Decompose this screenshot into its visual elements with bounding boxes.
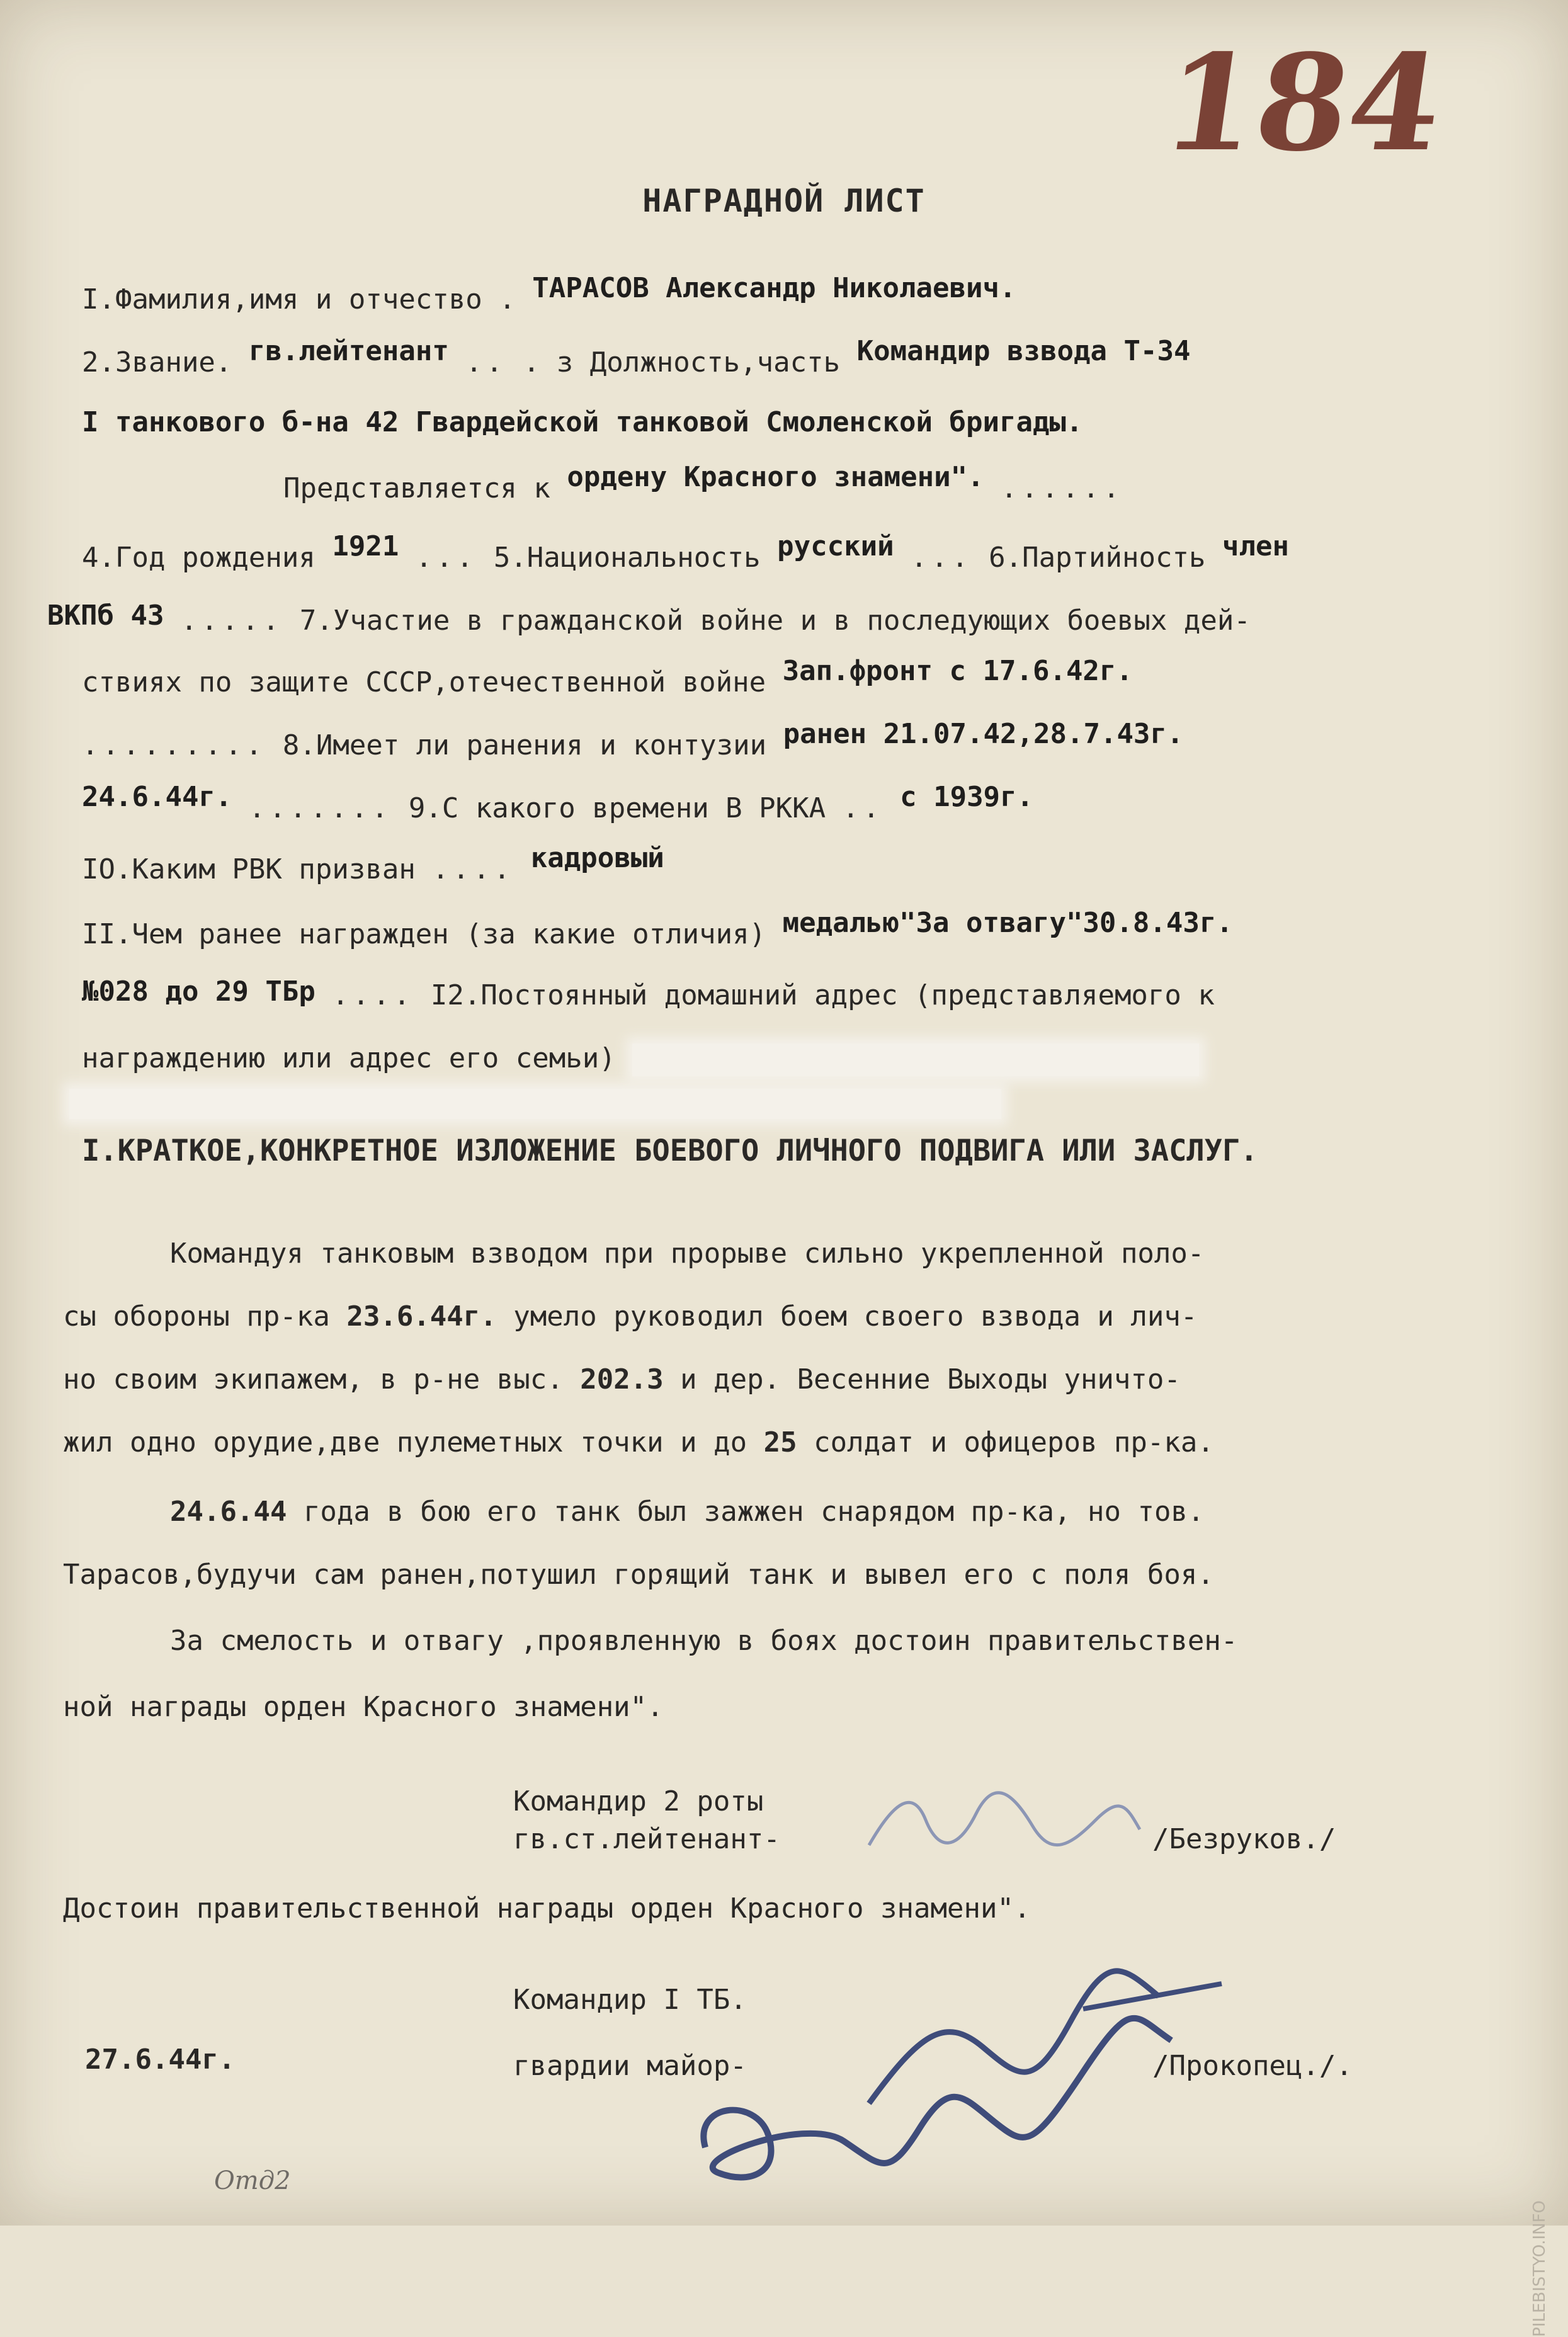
field-wounds-row: ......... 8.Имеет ли ранения и контузии ранен 21.07.42,28.7.43г. [82, 718, 1184, 761]
section-title: I.КРАТКОЕ,КОНКРЕТНОЕ ИЗЛОЖЕНИЕ БОЕВОГО ЛИЧНОГО ПОДВИГА ИЛИ ЗАСЛУГ. [82, 1134, 1258, 1168]
recommendation-line: Достоин правительственной награды орден Красного знамени". [63, 1892, 1031, 1925]
field-address-row-2 [82, 1042, 1530, 1076]
body-line-5: 24.6.44 года в бою его танк был зажжен снарядом пр-ка, но тов. [170, 1496, 1205, 1528]
field-position-value: Командир взвода Т-34 [856, 335, 1191, 367]
signer-2-rank: гвардии майор- [513, 2050, 747, 2082]
field-name-label: I.Фамилия,имя и отчество . [82, 283, 516, 316]
field-awards-value: медалью"За отвагу"30.8.43г. [782, 907, 1233, 939]
field-presented-label: Представляется к [283, 472, 550, 504]
signer-2-date: 27.6.44г. [85, 2044, 236, 2076]
field-birth-row: 4.Год рождения 1921 ... 5.Национальность русский ... 6.Партийность член [82, 530, 1289, 574]
field-party-label: 6.Партийность [989, 542, 1206, 574]
field-participation-value: Зап.фронт с 17.6.42г. [782, 655, 1133, 687]
field-presented-row: Представляется к ордену Красного знамени". ...... [283, 461, 1124, 504]
field-birth-value: 1921 [332, 530, 399, 562]
field-rvk-value: кадровый [530, 842, 664, 874]
field-service-row: 24.6.44г. ....... 9.С какого времени В РККА .. с 1939г. [82, 781, 1034, 824]
field-nationality-label: 5.Национальность [493, 542, 761, 574]
page-title: НАГРАДНОЙ ЛИСТ [642, 183, 926, 219]
field-wounds-cont: 24.6.44г. [82, 781, 232, 813]
signer-1-rank: гв.ст.лейтенант- [513, 1823, 780, 1855]
field-participation-label: 7.Участие в гражданской войне и в последующих боевых дей- [299, 605, 1251, 637]
field-party-value: член [1222, 530, 1289, 562]
signer-2-name: /Прокопец./. [1152, 2050, 1353, 2082]
field-name-value: ТАРАСОВ Александр Николаевич. [532, 272, 1016, 304]
body-line-1: Командуя танковым взводом при прорыве сильно укрепленной поло- [170, 1237, 1205, 1270]
field-wounds-value: ранен 21.07.42,28.7.43г. [783, 718, 1184, 750]
field-position-label: . з Должность,часть [523, 346, 841, 378]
field-awards-row [82, 907, 1530, 950]
field-presented-value: ордену Красного знамени". [567, 461, 984, 493]
field-awards-cont: №028 до 29 ТБр [82, 975, 315, 1008]
field-name-row [82, 272, 1530, 316]
signer-2-title: Командир I ТБ. [513, 1984, 747, 2016]
field-birth-label: 4.Год рождения [82, 542, 315, 574]
field-participation-label-2: ствиях по защите СССР,отечественной войне [82, 666, 766, 698]
field-party-cont: ВКПб 43 [47, 600, 164, 632]
field-awards-label: II.Чем ранее награжден (за какие отличия) [82, 918, 766, 950]
field-service-value: с 1939г. [900, 781, 1034, 813]
body-line-7: За смелость и отвагу ,проявленную в боях достоин правительствен- [170, 1625, 1238, 1657]
body-line-8: ной награды орден Красного знамени". [63, 1691, 664, 1723]
field-address-label-2: награждению или адрес его семьи) [82, 1042, 616, 1074]
field-address-row: №028 до 29 ТБр .... I2.Постоянный домашний адрес (представляемого к [82, 975, 1215, 1011]
field-service-label: 9.С какого времени В РККА [408, 792, 826, 824]
signer-1-title: Командир 2 роты [513, 1785, 764, 1817]
signer-1-name: /Безруков./ [1152, 1823, 1336, 1855]
field-rank-row: 2.Звание. гв.лейтенант .. . з Должность,часть Командир взвода Т-34 [82, 335, 1191, 378]
watermark: PILEBISTYO.INFO [1530, 2200, 1549, 2337]
handwritten-number: 184 [1154, 25, 1452, 181]
field-nationality-value: русский [777, 530, 894, 562]
body-line-2: сы обороны пр-ка 23.6.44г. умело руководил боем своего взвода и лич- [63, 1300, 1198, 1333]
field-participation-row: ВКПб 43 ..... 7.Участие в гражданской войне и в последующих боевых дей- [47, 600, 1251, 637]
field-address-label: I2.Постоянный домашний адрес (представляемого к [430, 979, 1215, 1011]
redacted-area-2 [69, 1089, 1001, 1119]
field-participation-row-2 [82, 655, 1530, 698]
body-line-6: Тарасов,будучи сам ранен,потушил горящий танк и вывел его с поля боя. [63, 1559, 1214, 1591]
body-line-4: жил одно орудие,две пулеметных точки и до 25 солдат и офицеров пр-ка. [63, 1426, 1214, 1458]
field-rank-value: гв.лейтенант [248, 335, 449, 367]
signature-1 [856, 1776, 1146, 1864]
corner-mark: Отд2 [214, 2166, 291, 2195]
redacted-area [632, 1043, 1199, 1076]
field-wounds-label: 8.Имеет ли ранения и контузии [282, 729, 767, 761]
field-rvk-row: IO.Каким РВК призван .... кадровый [82, 842, 664, 885]
field-position-cont-row [82, 406, 1530, 438]
field-rvk-label: IO.Каким РВК призван [82, 853, 416, 885]
redacted-area-2-row [69, 1086, 1518, 1119]
field-rank-label: 2.Звание. [82, 346, 232, 378]
body-line-3: но своим экипажем, в р-не выс. 202.3 и дер. Весенние Выходы уничто- [63, 1363, 1181, 1396]
field-position-cont: I танкового б-на 42 Гвардейской танковой Смоленской бригады. [82, 406, 1083, 438]
